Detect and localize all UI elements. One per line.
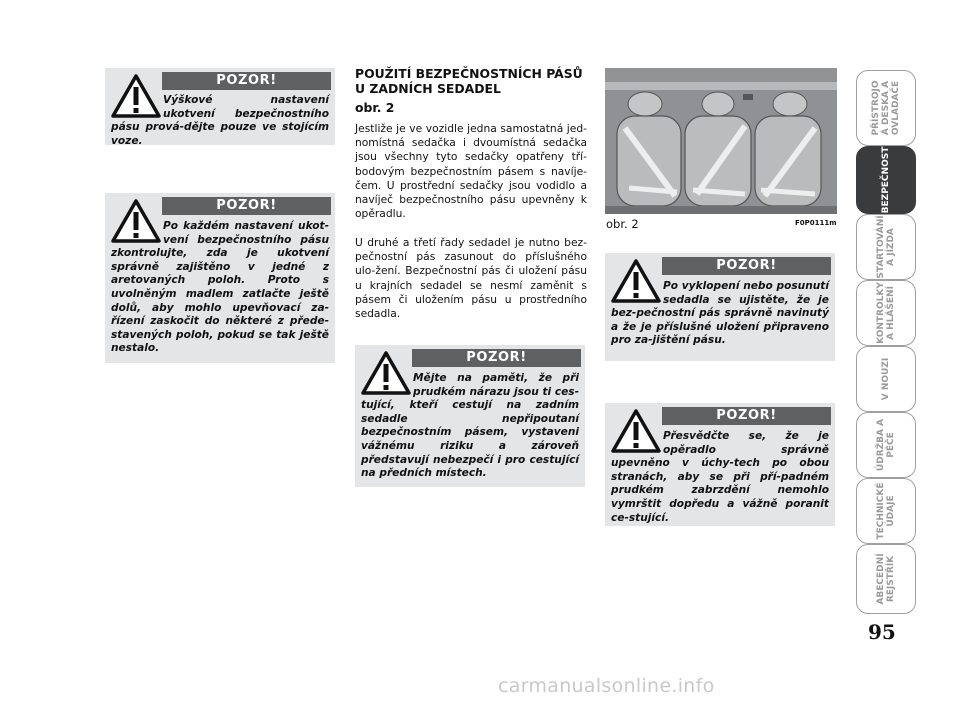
warning-box-seat-fold: [605, 253, 835, 361]
tab-label: KONTROLKY A HLÁŠENÍ: [876, 282, 896, 344]
warning-text-content: Přesvědčte se, že je opěradlo správně upevněno v úchy-tech po obou stranách, aby se při pří-padném prudkém zabrzdění nemohlo vymrštit dopředu a vážně poranit ce-stující.: [611, 430, 829, 524]
figure-code: F0P0111m: [795, 219, 837, 227]
watermark: carmanualsonline.info: [498, 675, 715, 697]
tab-v-nouzi[interactable]: [856, 346, 916, 412]
warning-header: POZOR!: [412, 349, 581, 367]
warning-text-content: Po každém nastavení ukot-vení bezpečnostního pásu zkontrolujte, zda je ukotvení správně zajištěno v jedné z aretovaných poloh. Proto s uvolněným madlem zatlačte ještě dolů, aby mohlo upevňovací za-řízení zaskočit do některé z přede-stavených poloh, pokud se tak ještě nestalo.: [111, 220, 329, 355]
rear-seats-belts-photo: [605, 68, 837, 214]
section-title: POUŽITÍ BEZPEČNOSTNÍCH PÁSŮ U ZADNÍCH SEDADEL: [355, 66, 583, 96]
tab-pristroje[interactable]: [856, 70, 916, 146]
warning-box-rear-passengers: [355, 345, 585, 487]
warning-header: POZOR!: [662, 407, 831, 425]
tab-label: STARTOVÁNÍ A JÍZDA: [876, 215, 896, 279]
tab-kontrolky[interactable]: [856, 280, 916, 346]
warning-text-content: Výškové nastavení ukotvení bezpečnostního pásu prová-dějte pouze ve stojícím voze.: [111, 94, 329, 147]
warning-text: [611, 280, 829, 348]
headrest-right: [773, 92, 807, 116]
warning-header: POZOR!: [162, 72, 331, 90]
tab-label: TECHNICKÉ ÚDAJE: [876, 482, 896, 540]
tab-bezpecnost[interactable]: [856, 146, 916, 214]
figure-reference: obr. 2: [355, 100, 395, 115]
tab-label: PŘÍSTROJO Á DESKA A OVLADAČE: [871, 80, 901, 136]
tab-startovani[interactable]: [856, 214, 916, 280]
tab-label: ABECEDNÍ REJSTŘÍK: [876, 553, 896, 605]
warning-text-content: Mějte na paměti, že při prudkém nárazu jsou ti ces-tující, kteří cestují na zadním sedadle nepřipoutaní bezpečnostním pásem, vystaveni vážnému riziku a zároveň představují nebezpečí i pro cestující na předních místech.: [361, 372, 579, 480]
warning-box-backrest: [605, 403, 835, 526]
tab-technicke[interactable]: [856, 478, 916, 544]
tab-udrzba[interactable]: [856, 412, 916, 478]
paragraph-1: Jestliže je ve vozidle jedna samostatná jed-nomístná sedačka i dvoumístná sedačka jsou všechny tyto sedačky opatřeny tří-bodovým bezpečnostním pásem s navíje-čem. U prostřední sedačky jsou vodidlo a navíječ bezpečnostního pásu upevněny k opěradlu.: [355, 122, 587, 221]
tab-rejstrik[interactable]: [856, 544, 916, 614]
tab-label: BEZPEČNOST: [881, 146, 891, 214]
headrest-left: [628, 92, 662, 116]
paragraph-2: U druhé a třetí řady sedadel je nutno bez-pečnostní pás zasunout do příslušného ulo-žení. Bezpečnostní pás či uložení pásu u krajních sedadel se nesmí zaměnit s pásem či uložením pásu u prostředního sedadla.: [355, 236, 587, 321]
figure-caption: obr. 2: [606, 217, 639, 231]
warning-text: [111, 220, 329, 356]
warning-text: [361, 372, 579, 481]
warning-text: [611, 430, 829, 525]
tab-label: V NOUZI: [881, 357, 891, 401]
warning-box-anchor-check: [105, 193, 335, 363]
warning-header: POZOR!: [662, 257, 831, 275]
warning-header: POZOR!: [162, 197, 331, 215]
warning-text: [111, 94, 329, 148]
warning-box-height-adjust: [105, 68, 335, 145]
page-number: 95: [868, 620, 896, 644]
warning-text-content: Po vyklopení nebo posunutí sedadla se ujistěte, že je bez-pečnostní pás správně navinutý a že je příslušné uložení připraveno pro za-jištění pásu.: [611, 280, 829, 347]
tab-label: ÚDRŽBA A PÉČE: [876, 418, 896, 472]
headrest-middle: [702, 92, 734, 116]
